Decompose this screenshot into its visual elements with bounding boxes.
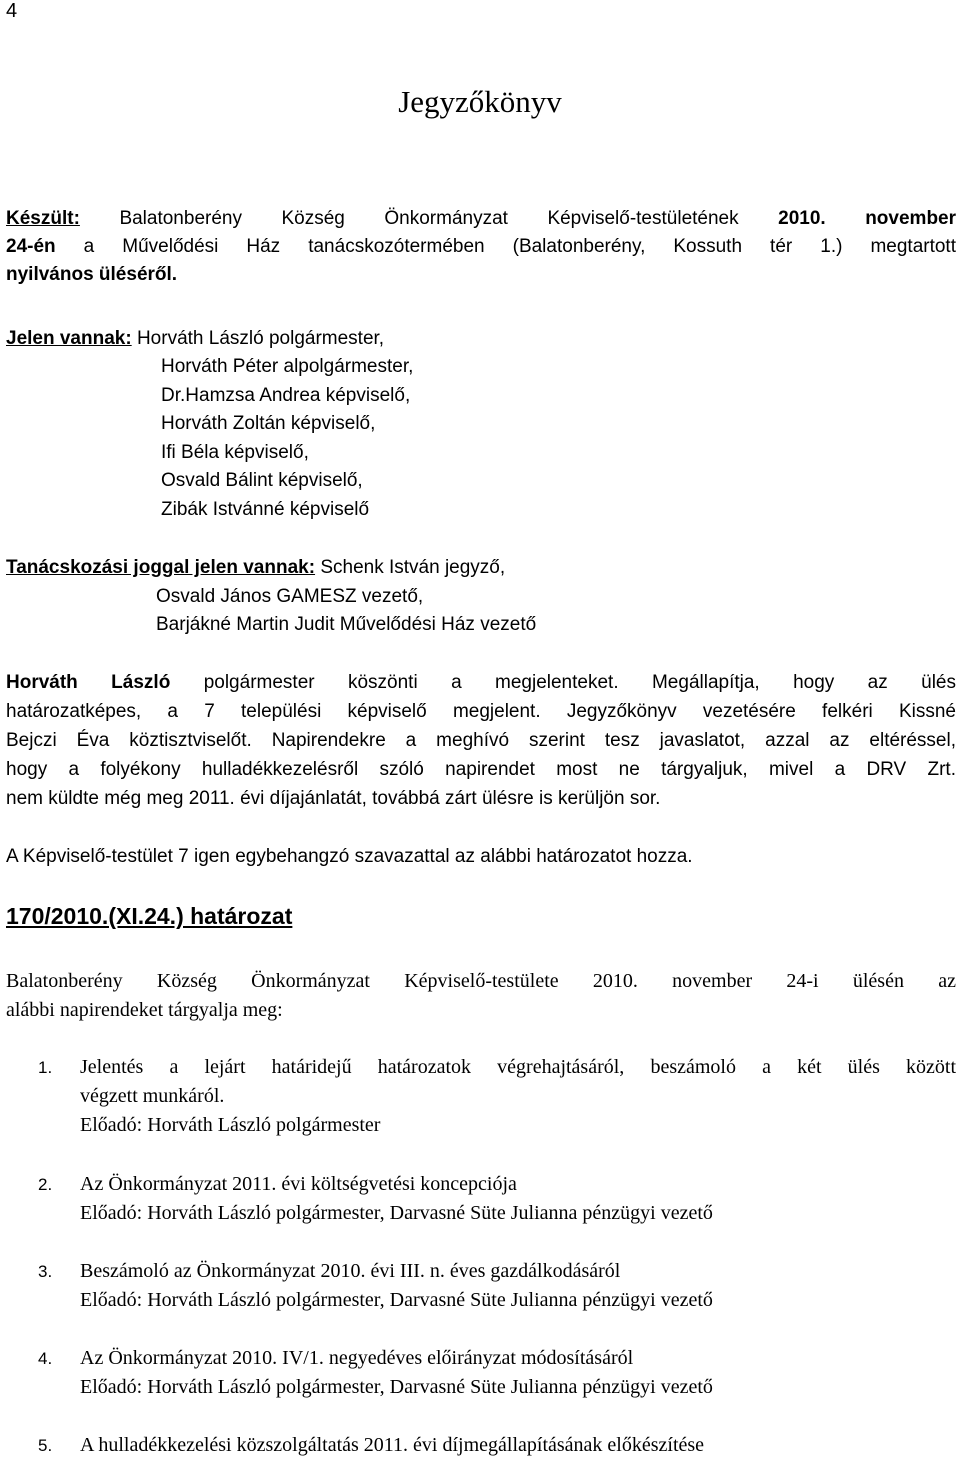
tanacskozasi-label: Tanácskozási joggal jelen vannak: <box>6 557 316 578</box>
tanacskozasi-line-1 <box>6 557 505 579</box>
resolution-line-2: alábbi napirendeket tárgyalja meg: <box>6 999 283 1021</box>
keszult-date: 2010. november <box>778 208 957 229</box>
agenda-item-title: Az Önkormányzat 2011. évi költségvetési koncepciója <box>80 1173 517 1195</box>
resolution-number: 170/2010.(XI.24.) határozat <box>6 903 293 929</box>
resolution-line-1: Balatonberény Község Önkormányzat Képviselő-testülete 2010. november 24-i ülésén az <box>6 970 956 992</box>
jelen-member: Dr.Hamzsa Andrea képviselő, <box>161 385 411 406</box>
keszult-line-3: nyilvános üléséről. <box>6 264 178 285</box>
intro-line-1 <box>6 672 956 694</box>
jelen-label: Jelen vannak: <box>6 328 132 349</box>
keszult-text-2: a Művelődési Ház tanácskozótermében (Balatonberény, Kossuth tér 1.) megtartott <box>83 236 956 257</box>
tanacskozasi-member: Barjákné Martin Judit Művelődési Ház vezető <box>156 614 537 635</box>
intro-text-1: polgármester köszönti a megjelenteket. Megállapítja, hogy az ülés <box>203 672 956 693</box>
agenda-item-presenter: Előadó: Horváth László polgármester, Darvasné Süte Julianna pénzügyi vezető <box>80 1202 713 1224</box>
intro-speaker: Horváth László <box>6 672 171 693</box>
agenda-item-presenter: Előadó: Horváth László polgármester, Darvasné Süte Julianna pénzügyi vezető <box>80 1376 713 1398</box>
agenda-item-title: Jelentés a lejárt határidejű határozatok végrehajtásáról, beszámoló a két ülés között <box>80 1056 956 1078</box>
keszult-line-2 <box>6 236 956 258</box>
intro-line-2: határozatképes, a 7 települési képviselő megjelent. Jegyzőkönyv vezetésére felkéri Kissné <box>6 701 956 722</box>
keszult-day: 24-én <box>6 236 56 257</box>
keszult-text-1: Balatonberény Község Önkormányzat Képviselő-testületének <box>119 208 739 229</box>
agenda-item-presenter: Előadó: Horváth László polgármester <box>80 1114 381 1136</box>
tanacskozasi-member: Schenk István jegyző, <box>320 557 506 578</box>
jelen-member: Horváth László polgármester, <box>136 328 385 349</box>
jelen-member: Horváth Zoltán képviselő, <box>161 413 376 434</box>
agenda-number: 3. <box>38 1262 53 1281</box>
agenda-number: 4. <box>38 1349 53 1368</box>
jelen-member: Ifi Béla képviselő, <box>161 442 309 463</box>
agenda-number: 5. <box>38 1436 53 1455</box>
intro-line-4: hogy a folyékony hulladékkezelésről szóló napirendet most ne tárgyaljuk, mivel a DRV Zrt. <box>6 759 956 780</box>
intro-line-5: nem küldte még meg 2011. évi díjajánlatát, továbbá zárt ülésre is kerüljön sor. <box>6 788 661 809</box>
agenda-item-title-cont: végzett munkáról. <box>80 1085 225 1107</box>
jelen-line-1 <box>6 328 384 350</box>
agenda-item-presenter: Előadó: Horváth László polgármester, Darvasné Süte Julianna pénzügyi vezető <box>80 1289 713 1311</box>
vote-statement: A Képviselő-testület 7 igen egybehangzó szavazattal az alábbi határozatot hozza. <box>6 846 693 867</box>
page-number: 4 <box>6 0 18 22</box>
document-title: Jegyzőkönyv <box>398 84 562 119</box>
tanacskozasi-member: Osvald János GAMESZ vezető, <box>156 586 424 607</box>
agenda-item-title: A hulladékkezelési közszolgáltatás 2011. évi díjmegállapításának előkészítése <box>80 1434 705 1456</box>
agenda-item-title: Az Önkormányzat 2010. IV/1. negyedéves előirányzat módosításáról <box>80 1347 634 1369</box>
intro-line-3: Bejczi Éva köztisztviselőt. Napirendekre a meghívó szerint tesz javaslatot, azzal az eltéréssel, <box>6 730 956 751</box>
jelen-member: Horváth Péter alpolgármester, <box>161 356 414 377</box>
keszult-label: Készült: <box>6 208 80 229</box>
jelen-member: Osvald Bálint képviselő, <box>161 470 363 491</box>
agenda-number: 1. <box>38 1058 53 1077</box>
agenda-item-title: Beszámoló az Önkormányzat 2010. évi III. n. éves gazdálkodásáról <box>80 1260 621 1282</box>
jelen-member: Zibák Istvánné képviselő <box>161 499 370 520</box>
agenda-number: 2. <box>38 1175 53 1194</box>
keszult-line-1 <box>6 208 956 230</box>
